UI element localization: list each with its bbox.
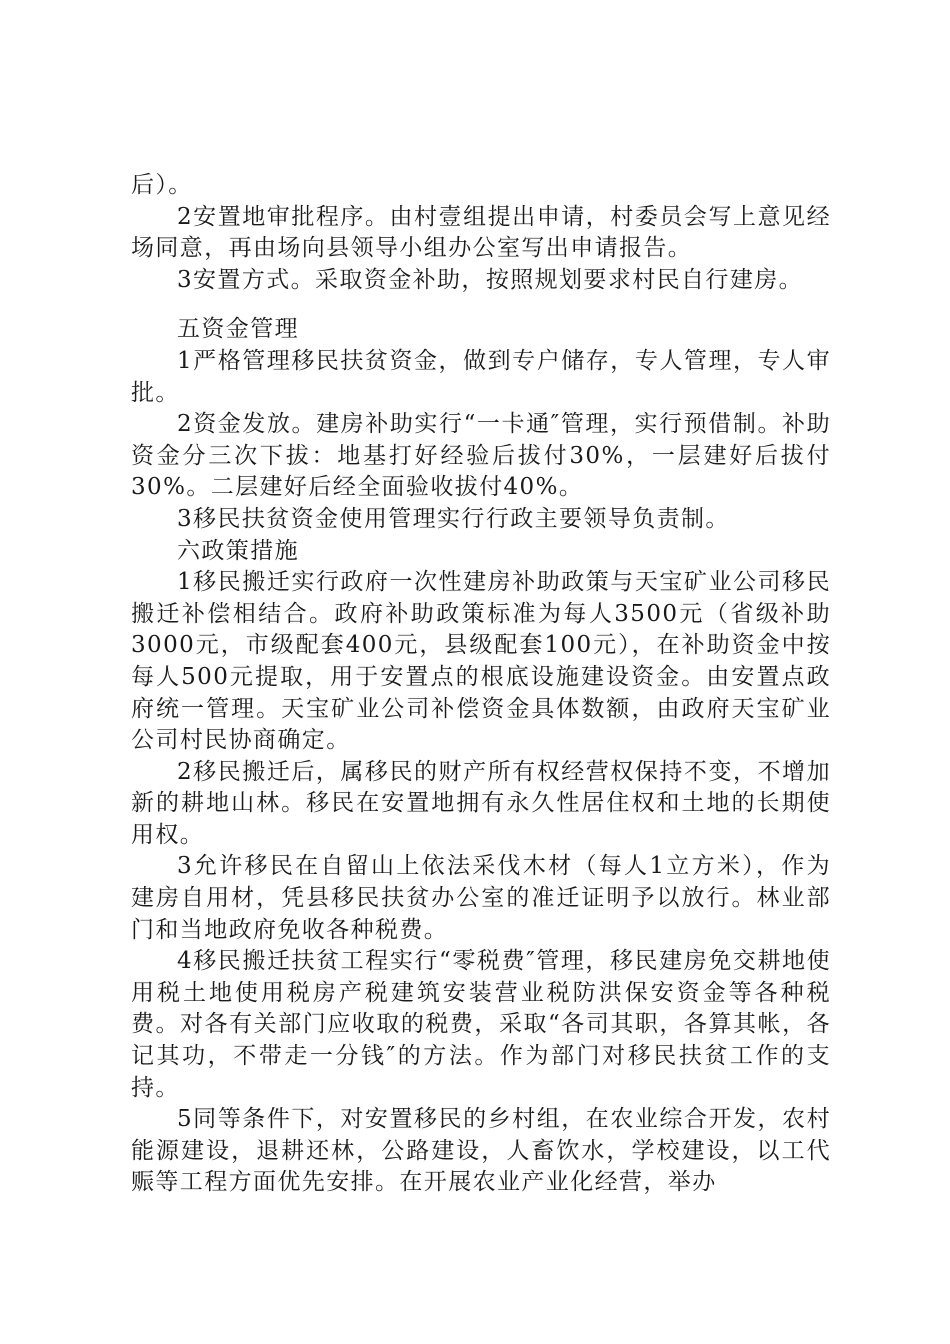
paragraph-policy-priority: 5同等条件下，对安置移民的乡村组，在农业综合开发，农村能源建设，退耕还林，公路建设，人畜饮水，学校建设，以工代赈等工程方面优先安排。在开展农业产业化经营，举办 <box>131 1106 831 1196</box>
paragraph-fund-disbursement: 2资金发放。建房补助实行“一卡通″管理，实行预借制。补助资金分三次下拔：地基打好经验后拔付30%，一层建好后拔付30%。二层建好后经全面验收拔付40%。 <box>131 411 831 501</box>
paragraph-policy-timber: 3允许移民在自留山上依法采伐木材（每人1立方米），作为建房自用材，凭县移民扶贫办公室的准迁证明予以放行。林业部门和当地政府免收各种税费。 <box>131 853 831 943</box>
paragraph-fund-responsibility: 3移民扶贫资金使用管理实行行政主要领导负责制。 <box>177 505 730 532</box>
paragraph-approval-procedure: 2安置地审批程序。由村壹组提出申请，村委员会写上意见经场同意，再由场向县领导小组办公室写出申请报告。 <box>131 203 831 262</box>
paragraph-policy-property-rights: 2移民搬迁后，属移民的财产所有权经营权保持不变，不增加新的耕地山林。移民在安置地拥有永久性居住权和土地的长期使用权。 <box>131 758 831 848</box>
section-heading-policy-measures: 六政策措施 <box>177 537 299 564</box>
paragraph-policy-subsidy: 1移民搬迁实行政府一次性建房补助政策与天宝矿业公司移民搬迁补偿相结合。政府补助政策标准为每人3500元（省级补助3000元，市级配套400元，县级配套100元），在补助资金中按每人500元提取，用于安置点的根底设施建设资金。由安置点政府统一管理。天宝矿业公司补偿资金具体数额，由政府天宝矿业公司村民协商确定。 <box>131 569 831 754</box>
paragraph-resettlement-method: 3安置方式。采取资金补助，按照规划要求村民自行建房。 <box>177 266 804 293</box>
paragraph-policy-zero-tax: 4移民搬迁扶贫工程实行“零税费″管理，移民建房免交耕地使用税土地使用税房产税建筑安装营业税防洪保安资金等各种税费。对各有关部门应收取的税费，采取“各司其职，各算其帐，各记其功，不带走一分钱″的方法。作为部门对移民扶贫工作的支持。 <box>131 948 831 1101</box>
paragraph-continuation: 后）。 <box>131 172 193 198</box>
paragraph-fund-strict-management: 1严格管理移民扶贫资金，做到专户储存，专人管理，专人审批。 <box>131 347 831 406</box>
section-heading-fund-management: 五资金管理 <box>177 316 299 343</box>
document-page <box>131 170 831 1199</box>
section-gap <box>131 296 831 314</box>
